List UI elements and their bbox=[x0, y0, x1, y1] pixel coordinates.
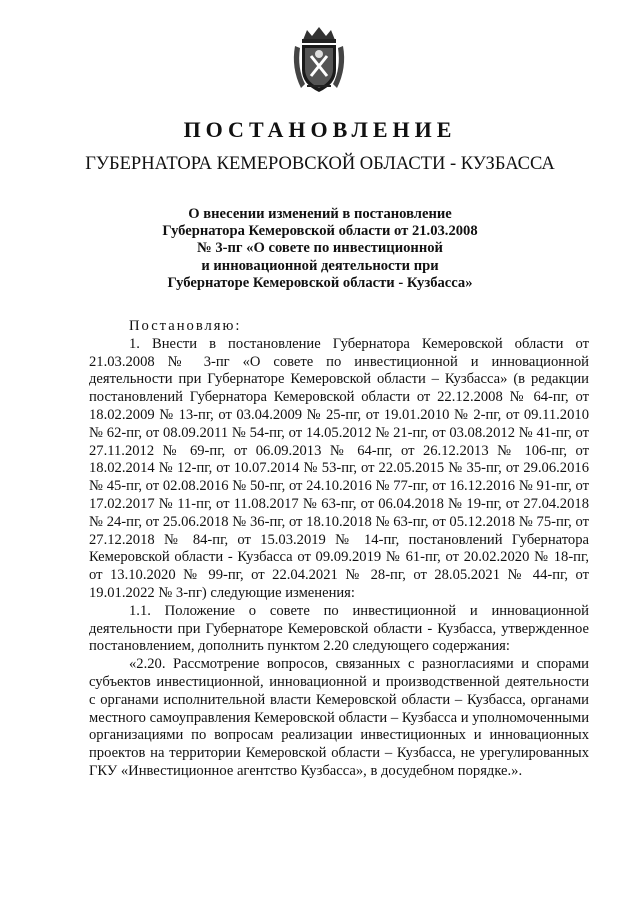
heading-line: № 3-пг «О совете по инвестиционной bbox=[197, 240, 443, 257]
heading-line: Губернатора Кемеровской области от 21.03.2008 bbox=[162, 223, 478, 240]
document-body bbox=[89, 318, 589, 781]
paragraph-2-20: «2.20. Рассмотрение вопросов, связанных с разногласиями и спорами субъектов инвестиционной, инновационной и производственной деятельности с органами исполнительной власти Кемеровской области – Кузбасса, органами местного самоуправления Кемеровской области – Кузбасса и уполномоченными организациями по вопросам реализации инвестиционных и инновационных проектов на территории Кемеровской области – Кузбасса, не урегулированных ГКУ «Инвестиционное агентство Кузбасса», в досудебном порядке.». bbox=[89, 656, 589, 779]
document-title: ПОСТАНОВЛЕНИЕ bbox=[183, 117, 457, 142]
paragraph-1-1: 1.1. Положение о совете по инвестиционной и инновационной деятельности при Губернаторе Кемеровской области - Кузбасса, утвержденное постановлением, дополнить пунктом 2.20 следующего содержания: bbox=[89, 602, 589, 655]
coat-of-arms-emblem bbox=[289, 24, 349, 96]
document-subtitle: ГУБЕРНАТОРА КЕМЕРОВСКОЙ ОБЛАСТИ - КУЗБАССА bbox=[85, 154, 555, 174]
paragraph-1: 1. Внести в постановление Губернатора Кемеровской области от 21.03.2008 № 3-пг «О совете по инвестиционной и инновационной деятельности при Губернаторе Кемеровской области – Кузбасса» (в редакции постановлений Губернатора Кемеровской области от 22.12.2008 № 64-пг, от 18.02.2009 № 13-пг, от 03.04.2009 № 25-пг, от 19.01.2010 № 2-пг, от 09.11.2010 № 62-пг, от 08.09.2011 № 54-пг, от 14.05.2012 № 21-пг, от 03.08.2012 № 41-пг, от 27.11.2012 № 69-пг, от 06.09.2013 № 64-пг, от 26.12.2013 № 106-пг, от 18.02.2014 № 12-пг, от 10.07.2014 № 53-пг, от 22.05.2015 № 35-пг, от 29.06.2016 № 45-пг, от 02.08.2016 № 50-пг, от 24.10.2016 № 77-пг, от 16.12.2016 № 91-пг, от 17.02.2017 № 11-пг, от 11.08.2017 № 63-пг, от 06.04.2018 № 19-пг, от 27.04.2018 № 24-пг, от 25.06.2018 № 36-пг, от 18.10.2018 № 63-пг, от 05.12.2018 № 75-пг, от 27.12.2018 № 84-пг, от 15.03.2019 № 14-пг, постановлений Губернатора Кемеровской области - Кузбасса от 09.09.2019 № 61-пг, от 20.02.2020 № 18-пг, от 13.10.2020 № 99-пг, от 22.04.2021 № 28-пг, от 28.05.2021 № 44-пг, от 19.01.2022 № 3-пг) следующие изменения: bbox=[89, 335, 589, 601]
decree-word: Постановляю: bbox=[129, 318, 242, 334]
heading-line: и инновационной деятельности при bbox=[201, 257, 439, 274]
heading-line: Губернаторе Кемеровской области - Кузбасса» bbox=[167, 274, 473, 291]
decree-heading bbox=[120, 206, 520, 292]
heading-line: О внесении изменений в постановление bbox=[188, 206, 452, 222]
